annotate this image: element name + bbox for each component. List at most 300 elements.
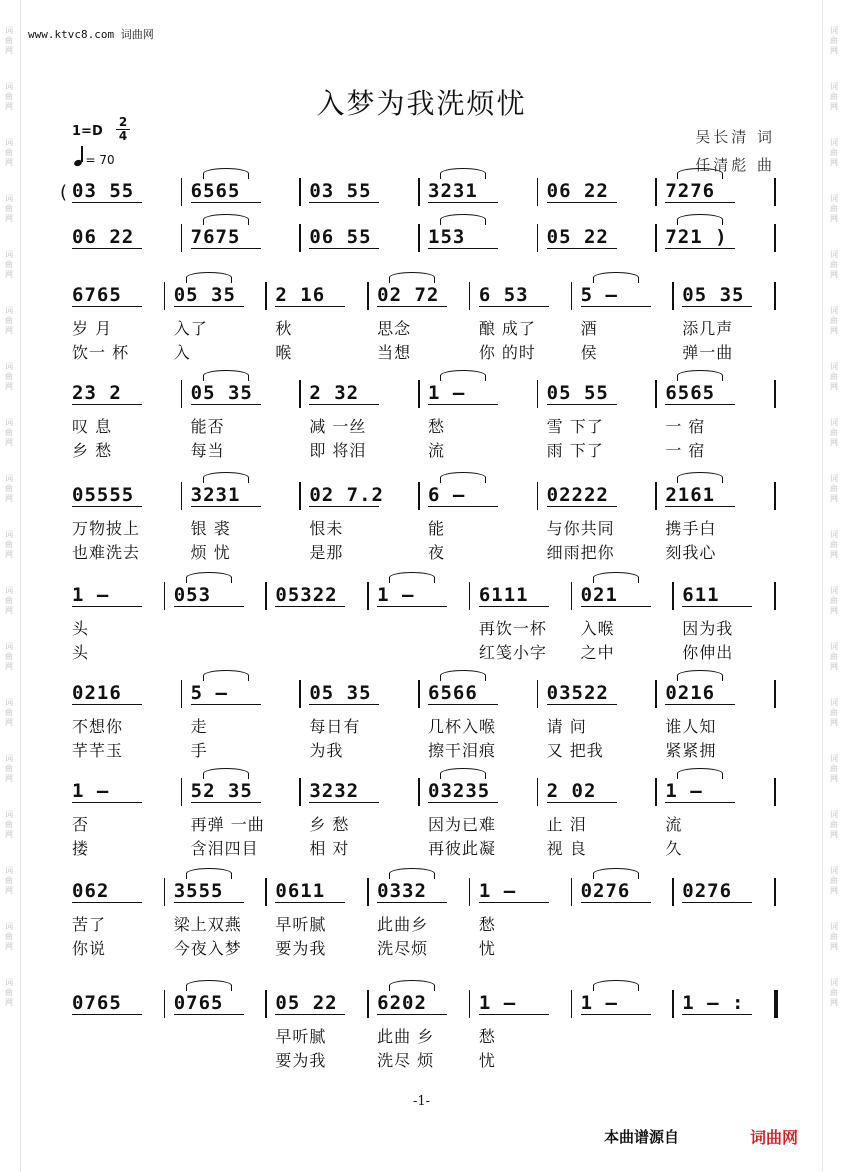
- lyric-syllable: 岁 月: [72, 319, 113, 338]
- staff-row: [64, 880, 776, 960]
- lyric-syllable: 早听腻: [275, 915, 327, 934]
- lyric-syllable: 雪 下了: [546, 417, 604, 436]
- measure: 05 22: [546, 226, 609, 248]
- measure: 062: [72, 880, 110, 902]
- lyric-syllable: 能否: [190, 417, 225, 436]
- beam-underline: [428, 506, 498, 507]
- lyric-syllable: 细雨把你: [546, 543, 615, 562]
- measure: 6565: [665, 382, 716, 404]
- lyric-syllable: 喉: [275, 343, 293, 362]
- staff-row: [64, 584, 776, 664]
- watermark-text: 词 曲 网: [5, 26, 13, 55]
- measure: 1 –: [377, 584, 415, 606]
- beam-underline: [665, 404, 735, 405]
- barline: [672, 878, 674, 906]
- lyric-syllable: 为我: [309, 741, 344, 760]
- barline: [469, 990, 471, 1018]
- measure: 3232: [309, 780, 360, 802]
- measure: 0216: [665, 682, 716, 704]
- measure: 0276: [682, 880, 733, 902]
- lyric-line-2: [64, 738, 776, 762]
- measure: 3555: [173, 880, 224, 902]
- slur-arc: [203, 768, 249, 779]
- beam-underline: [275, 1014, 345, 1015]
- barline: [181, 482, 183, 510]
- lyric-syllable: 你伸出: [682, 643, 734, 662]
- lyric-syllable: 视 良: [546, 839, 587, 858]
- barline: [537, 680, 539, 708]
- beam-underline: [547, 802, 617, 803]
- watermark-text: 词 曲 网: [830, 138, 838, 167]
- beam-underline: [547, 506, 617, 507]
- slur-arc: [186, 272, 232, 283]
- meter-top: 2: [116, 116, 130, 130]
- slur-arc: [677, 214, 723, 225]
- slur-arc: [593, 272, 639, 283]
- measure: 6 53: [478, 284, 529, 306]
- slur-arc: [389, 572, 435, 583]
- beam-underline: [191, 248, 261, 249]
- barline: [299, 224, 301, 252]
- lyric-syllable: 每当: [190, 441, 225, 460]
- beam-underline: [72, 704, 142, 705]
- barline: [469, 582, 471, 610]
- lyric-line-1: [64, 316, 776, 340]
- lyric-syllable: 此曲乡: [377, 915, 429, 934]
- measure-line: [64, 284, 776, 306]
- lyric-syllable: 叹 息: [72, 417, 113, 436]
- beam-underline: [191, 202, 261, 203]
- site-url[interactable]: www.ktvc8.com 词曲网: [28, 28, 154, 41]
- beam-underline: [377, 902, 447, 903]
- barline: [537, 380, 539, 408]
- barline: [537, 482, 539, 510]
- repeat-open-paren: (: [60, 182, 68, 203]
- page-number: -1-: [412, 1094, 431, 1109]
- barline: [571, 878, 573, 906]
- beam-underline: [428, 404, 498, 405]
- measure: 03235: [428, 780, 491, 802]
- lyric-syllable: 即 将泪: [309, 441, 367, 460]
- lyric-syllable: 入了: [173, 319, 208, 338]
- beam-underline: [309, 248, 379, 249]
- barline: [367, 282, 369, 310]
- measure: 021: [580, 584, 618, 606]
- barline: [774, 178, 776, 206]
- lyric-syllable: 洗尽烦: [377, 939, 429, 958]
- measure: 5 –: [580, 284, 618, 306]
- beam-underline: [72, 802, 142, 803]
- beam-underline: [191, 404, 261, 405]
- beam-underline: [581, 902, 651, 903]
- barline: [164, 582, 166, 610]
- watermark-text: 词 曲 网: [5, 194, 13, 223]
- slur-arc: [677, 370, 723, 381]
- beam-underline: [174, 1014, 244, 1015]
- lyric-syllable: 一 宿: [665, 441, 706, 460]
- watermark-text: 词 曲 网: [5, 418, 13, 447]
- watermark-text: 词 曲 网: [830, 250, 838, 279]
- measure: 6 –: [428, 484, 466, 506]
- barline: [469, 878, 471, 906]
- measure: 721 ): [665, 226, 728, 248]
- beam-underline: [547, 704, 617, 705]
- beam-underline: [479, 902, 549, 903]
- barline: [672, 990, 674, 1018]
- lyric-syllable: 每日有: [309, 717, 361, 736]
- beam-underline: [547, 202, 617, 203]
- beam-underline: [547, 404, 617, 405]
- measure: 05 35: [682, 284, 745, 306]
- staff-row: [64, 780, 776, 860]
- measure: 7675: [190, 226, 241, 248]
- slur-arc: [440, 214, 486, 225]
- lyric-syllable: 与你共同: [546, 519, 615, 538]
- right-margin-rule: [822, 0, 823, 1172]
- measure: 0765: [72, 992, 122, 1014]
- barline: [181, 224, 183, 252]
- barline: [164, 990, 166, 1018]
- lyric-syllable: 恨未: [309, 519, 344, 538]
- lyric-syllable: 头: [72, 619, 90, 638]
- measure: 2161: [665, 484, 716, 506]
- beam-underline: [377, 306, 447, 307]
- lyricist-credit: 吴长清 词: [695, 128, 775, 146]
- barline: [181, 778, 183, 806]
- measure: 1 – :: [682, 992, 745, 1014]
- slur-arc: [440, 168, 486, 179]
- beam-underline: [191, 802, 261, 803]
- measure-line: [64, 682, 776, 704]
- beam-underline: [72, 606, 142, 607]
- barline: [299, 680, 301, 708]
- watermark-text: 词 曲 网: [5, 138, 13, 167]
- source-label: 本曲谱源自: [604, 1128, 680, 1146]
- lyric-syllable: 携手白: [665, 519, 717, 538]
- lyric-syllable: 不想你: [72, 717, 124, 736]
- beam-underline: [72, 506, 142, 507]
- lyric-line-2: [64, 1048, 776, 1072]
- measure: 7276: [665, 180, 716, 202]
- lyric-syllable: 乡 愁: [72, 441, 113, 460]
- lyric-syllable: 你说: [72, 939, 107, 958]
- lyric-syllable: 一 宿: [665, 417, 706, 436]
- measure-line: [64, 992, 776, 1014]
- measure: 23 2: [72, 382, 122, 404]
- lyric-syllable: 之中: [580, 643, 615, 662]
- beam-underline: [377, 1014, 447, 1015]
- lyric-syllable: 芊芊玉: [72, 741, 124, 760]
- measure-line: [64, 780, 776, 802]
- measure-line: [64, 484, 776, 506]
- slur-arc: [440, 472, 486, 483]
- barline: [299, 380, 301, 408]
- measure: 2 16: [275, 284, 326, 306]
- beam-underline: [275, 902, 345, 903]
- lyric-syllable: 侯: [580, 343, 598, 362]
- barline: [181, 380, 183, 408]
- measure-line: [60, 180, 776, 203]
- lyric-syllable: 愁: [428, 417, 446, 436]
- watermark-text: 词 曲 网: [5, 754, 13, 783]
- lyric-line-1: [64, 616, 776, 640]
- barline: [774, 224, 776, 252]
- lyric-syllable: 乡 愁: [309, 815, 350, 834]
- watermark-text: 词 曲 网: [5, 82, 13, 111]
- lyric-syllable: 再饮一杯: [478, 619, 547, 638]
- watermark-text: 词 曲 网: [830, 194, 838, 223]
- lyric-syllable: 再弹 一曲: [190, 815, 265, 834]
- measure: 6565: [190, 180, 241, 202]
- lyric-line-1: [64, 516, 776, 540]
- lyric-syllable: 又 把我: [546, 741, 604, 760]
- lyric-syllable: 洗尽 烦: [377, 1051, 435, 1070]
- measure: 1 –: [665, 780, 703, 802]
- measure: 1 –: [478, 992, 517, 1014]
- measure: 6202: [377, 992, 427, 1014]
- barline: [418, 680, 420, 708]
- lyric-line-2: [64, 540, 776, 564]
- measure: 6566: [428, 682, 478, 704]
- measure: 6765: [72, 284, 122, 306]
- lyric-syllable: 再彼此凝: [428, 839, 497, 858]
- beam-underline: [665, 248, 735, 249]
- beam-underline: [309, 704, 379, 705]
- barline: [418, 778, 420, 806]
- slur-arc: [203, 214, 249, 225]
- barline: [164, 282, 166, 310]
- beam-underline: [309, 506, 379, 507]
- watermark-text: 词 曲 网: [5, 698, 13, 727]
- lyric-syllable: 含泪四目: [190, 839, 259, 858]
- watermark-text: 词 曲 网: [5, 922, 13, 951]
- beam-underline: [309, 404, 379, 405]
- beam-underline: [191, 704, 261, 705]
- staff-row: [64, 284, 776, 364]
- beam-underline: [428, 704, 498, 705]
- lyric-syllable: 头: [72, 643, 90, 662]
- beam-underline: [665, 802, 735, 803]
- lyric-syllable: 忧: [478, 939, 496, 958]
- measure: 5 –: [190, 682, 228, 704]
- lyric-syllable: 否: [72, 815, 90, 834]
- measure: 52 35: [190, 780, 253, 802]
- lyric-line-2: [64, 836, 776, 860]
- beam-underline: [682, 306, 752, 307]
- measure: 05 22: [275, 992, 338, 1014]
- watermark-text: 词 曲 网: [830, 474, 838, 503]
- lyric-syllable: 万物披上: [72, 519, 141, 538]
- lyric-syllable: 酒: [580, 319, 598, 338]
- beam-underline: [665, 506, 735, 507]
- beam-underline: [547, 248, 617, 249]
- beam-underline: [72, 202, 142, 203]
- song-title: 入梦为我洗烦忧: [316, 87, 527, 120]
- lyric-syllable: 也难洗去: [72, 543, 141, 562]
- watermark-text: 词 曲 网: [5, 642, 13, 671]
- slur-arc: [186, 572, 232, 583]
- key-signature: 1=D: [72, 124, 103, 139]
- measure: 3231: [190, 484, 241, 506]
- barline: [774, 990, 778, 1018]
- measure: 0216: [72, 682, 122, 704]
- measure: 05555: [72, 484, 135, 506]
- beam-underline: [275, 306, 345, 307]
- barline: [655, 178, 657, 206]
- measure: 05 35: [173, 284, 236, 306]
- measure: 1 –: [72, 780, 110, 802]
- staff-row: [64, 992, 776, 1072]
- slur-arc: [186, 868, 232, 879]
- lyric-syllable: 愁: [478, 915, 496, 934]
- measure: 153: [428, 226, 466, 248]
- watermark-text: 词 曲 网: [830, 418, 838, 447]
- lyric-syllable: 走: [190, 717, 208, 736]
- barline: [774, 778, 776, 806]
- measure: 611: [682, 584, 720, 606]
- watermark-text: 词 曲 网: [830, 362, 838, 391]
- barline: [181, 680, 183, 708]
- slur-arc: [203, 670, 249, 681]
- lyric-syllable: 夜: [428, 543, 446, 562]
- measure: 06 55: [309, 226, 372, 248]
- watermark-text: 词 曲 网: [830, 642, 838, 671]
- slur-arc: [677, 168, 723, 179]
- lyric-syllable: 因为已难: [428, 815, 497, 834]
- measure: 0765: [173, 992, 224, 1014]
- barline: [418, 380, 420, 408]
- watermark-text: 词 曲 网: [830, 698, 838, 727]
- tempo-value: = 70: [85, 153, 115, 167]
- beam-underline: [377, 606, 447, 607]
- beam-underline: [682, 902, 752, 903]
- beam-underline: [191, 506, 261, 507]
- lyric-line-2: [64, 640, 776, 664]
- barline: [265, 878, 267, 906]
- barline: [774, 878, 776, 906]
- slur-arc: [677, 472, 723, 483]
- lyric-line-2: [64, 340, 776, 364]
- measure: 2 02: [546, 780, 597, 802]
- watermark-text: 词 曲 网: [5, 530, 13, 559]
- lyric-syllable: 酿 成了: [478, 319, 536, 338]
- slur-arc: [677, 768, 723, 779]
- lyric-syllable: 要为我: [275, 939, 327, 958]
- barline: [571, 582, 573, 610]
- measure: 0276: [580, 880, 631, 902]
- lyric-syllable: 久: [665, 839, 683, 858]
- beam-underline: [581, 306, 651, 307]
- time-signature: [116, 116, 130, 143]
- source-brand-link[interactable]: 词曲网: [750, 1128, 799, 1147]
- watermark-text: 词 曲 网: [830, 810, 838, 839]
- lyric-syllable: 你 的时: [478, 343, 536, 362]
- lyric-line-1: [64, 1024, 776, 1048]
- staff-row: [64, 226, 776, 248]
- slur-arc: [677, 670, 723, 681]
- barline: [537, 178, 539, 206]
- measure: 6111: [478, 584, 529, 606]
- left-margin-rule: [20, 0, 21, 1172]
- beam-underline: [72, 1014, 142, 1015]
- barline: [537, 778, 539, 806]
- beam-underline: [275, 606, 345, 607]
- measure: 2 32: [309, 382, 360, 404]
- barline: [418, 178, 420, 206]
- barline: [265, 582, 267, 610]
- lyric-syllable: 梁上双燕: [173, 915, 242, 934]
- watermark-text: 词 曲 网: [5, 866, 13, 895]
- measure: 02 7.2: [309, 484, 384, 506]
- barline: [299, 178, 301, 206]
- lyric-syllable: 是那: [309, 543, 344, 562]
- measure: 1 –: [478, 880, 517, 902]
- lyric-syllable: 思念: [377, 319, 412, 338]
- barline: [367, 990, 369, 1018]
- lyric-syllable: 今夜入梦: [173, 939, 242, 958]
- lyric-line-1: [64, 912, 776, 936]
- measure-line: [64, 382, 776, 404]
- slur-arc: [440, 670, 486, 681]
- beam-underline: [174, 606, 244, 607]
- lyric-syllable: 要为我: [275, 1051, 327, 1070]
- barline: [655, 778, 657, 806]
- watermark-text: 词 曲 网: [830, 866, 838, 895]
- lyric-syllable: 流: [665, 815, 683, 834]
- beam-underline: [309, 202, 379, 203]
- measure: 3231: [428, 180, 478, 202]
- beam-underline: [174, 902, 244, 903]
- barline: [655, 224, 657, 252]
- barline: [774, 380, 776, 408]
- watermark-text: 词 曲 网: [830, 26, 838, 55]
- beam-underline: [665, 704, 735, 705]
- lyric-syllable: 雨 下了: [546, 441, 604, 460]
- measure-line: [64, 880, 776, 902]
- measure: 03522: [546, 682, 609, 704]
- barline: [469, 282, 471, 310]
- slur-arc: [593, 572, 639, 583]
- tempo-marking: [74, 148, 115, 167]
- slur-arc: [440, 370, 486, 381]
- watermark-text: 词 曲 网: [5, 586, 13, 615]
- beam-underline: [309, 802, 379, 803]
- barline: [672, 282, 674, 310]
- barline: [774, 680, 776, 708]
- slur-arc: [593, 980, 639, 991]
- measure: 0611: [275, 880, 326, 902]
- staff-row: [64, 682, 776, 762]
- measure-line: [64, 226, 776, 248]
- measure: 06 22: [72, 226, 135, 248]
- lyric-syllable: 烦 忧: [190, 543, 231, 562]
- barline: [571, 990, 573, 1018]
- beam-underline: [479, 306, 549, 307]
- measure: 05322: [275, 584, 338, 606]
- lyric-syllable: 流: [428, 441, 446, 460]
- watermark-text: 词 曲 网: [830, 530, 838, 559]
- lyric-syllable: 早听腻: [275, 1027, 327, 1046]
- lyric-syllable: 当想: [377, 343, 412, 362]
- measure: 05 35: [190, 382, 253, 404]
- barline: [367, 582, 369, 610]
- measure: 05 35: [309, 682, 372, 704]
- lyric-syllable: 刻我心: [665, 543, 717, 562]
- slur-arc: [389, 868, 435, 879]
- lyric-syllable: 几杯入喉: [428, 717, 497, 736]
- barline: [774, 582, 776, 610]
- lyric-syllable: 弹一曲: [682, 343, 734, 362]
